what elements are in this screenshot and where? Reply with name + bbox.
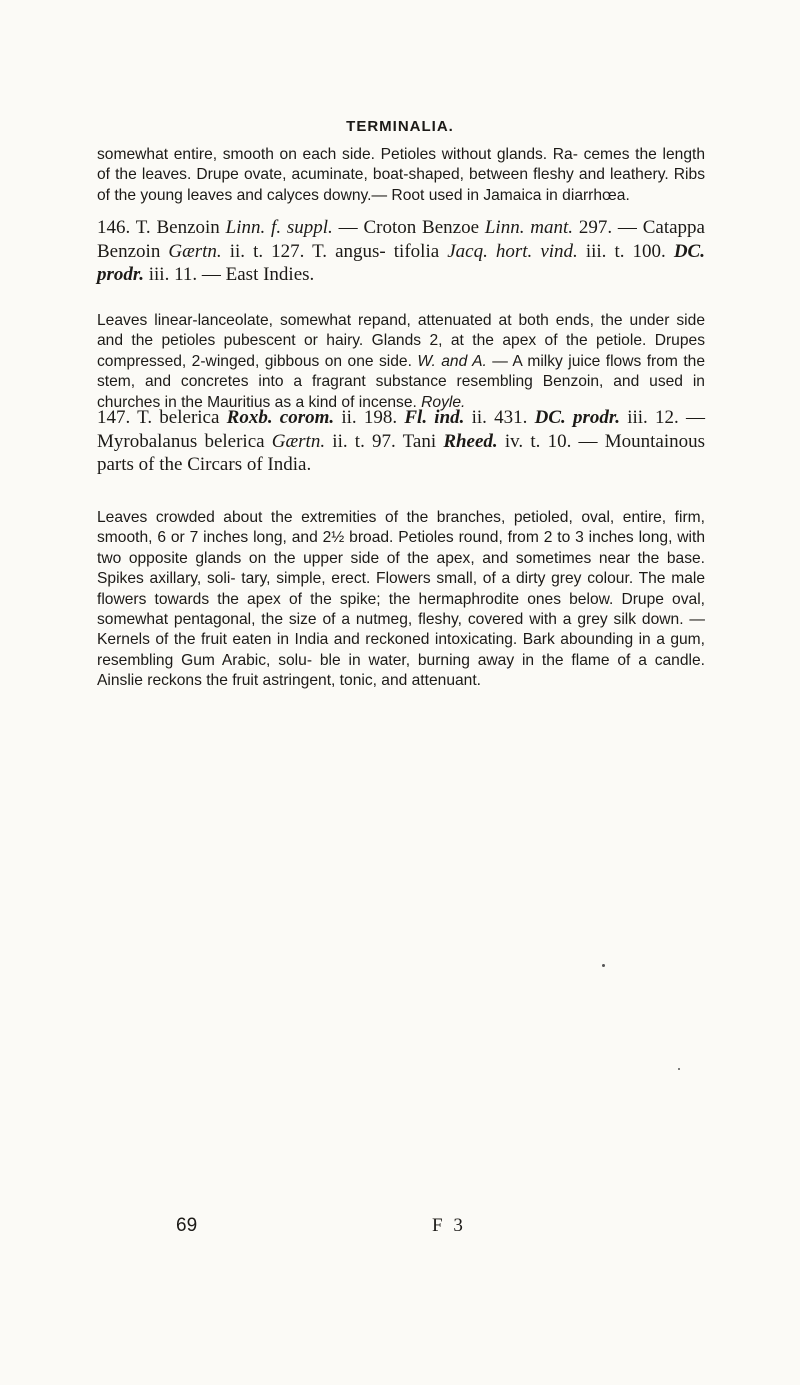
entry-text: iii. t. 100. (577, 240, 674, 262)
entry-text: iv. t. 10. — Mountainous parts of the Circars of India. (97, 430, 705, 475)
entry-text: iii. 11. — East Indies. (144, 264, 315, 285)
citation: Rheed. (443, 430, 498, 452)
species-entry-147 (97, 406, 705, 477)
paragraph-text: Leaves linear-lanceolate, somewhat repand, attenuated at both ends, the under side and the petioles pubescent or hairy. Glands 2, at the apex of the petiole. Drupes compressed, 2-winged, gibbous on one side. (97, 312, 705, 370)
citation: Fl. ind. (404, 407, 465, 428)
entry-text: 297. — Catappa Benzoin (97, 217, 705, 262)
citation: DC. prodr. (534, 407, 620, 428)
description-paragraph (97, 311, 705, 413)
citation: Linn. mant. (484, 217, 574, 238)
paragraph-text: — A milky juice flows from the stem, and concretes into a fragrant substance resembling Benzoin, and used in churches in the Mauritius as a kind of incense. (97, 352, 705, 411)
signature-mark: F 3 (432, 1215, 466, 1236)
citation: Jacq. hort. vind. (447, 240, 578, 262)
species-entry-146 (97, 216, 705, 287)
entry-text: ii. t. 97. Tani (325, 430, 444, 452)
running-head: TERMINALIA. (346, 118, 454, 135)
entry-text: iii. 12. — Myrobalanus belerica (97, 407, 705, 452)
entry-text: ii. 198. (334, 407, 405, 428)
citation: DC. prodr. (97, 240, 705, 285)
authority: W. and A. (417, 352, 487, 370)
citation: Linn. f. suppl. (225, 217, 333, 238)
citation: Gærtn. (271, 430, 326, 452)
authority: Royle. (421, 393, 466, 411)
entry-text: 146. T. Benzoin (97, 217, 226, 238)
entry-text: 147. T. belerica (97, 407, 227, 428)
entry-text: — Croton Benzoe (332, 217, 485, 238)
citation: Roxb. corom. (226, 407, 335, 428)
entry-text: ii. t. 127. T. angus- tifolia (221, 240, 448, 262)
page-number: 69 (176, 1215, 198, 1236)
citation: Gærtn. (168, 240, 222, 262)
description-paragraph: somewhat entire, smooth on each side. Petioles without glands. Ra- cemes the length of the leaves. Drupe ovate, acuminate, boat-shaped, between fleshy and leathery. Ribs of the young leaves and calyces downy.— Root used in Jamaica in diarrhœa. (97, 146, 705, 204)
entry-text: ii. 431. (464, 407, 535, 428)
description-paragraph: Leaves crowded about the extremities of the branches, petioled, oval, entire, firm, smooth, 6 or 7 inches long, and 2½ broad. Petioles round, from 2 to 3 inches long, with two opposite glands on the upper side of the apex, and sometimes near the base. Spikes axillary, soli- tary, simple, erect. Flowers small, of a dirty grey colour. The male flowers towards the apex of the spike; the hermaphrodite ones below. Drupe oval, somewhat pentagonal, the size of a nutmeg, fleshy, covered with a grey silk down. — Kernels of the fruit eaten in India and reckoned intoxicating. Bark abounding in a gum, resembling Gum Arabic, solu- ble in water, burning away in the flame of a candle. Ainslie reckons the fruit astringent, tonic, and attenuant. (97, 509, 705, 690)
